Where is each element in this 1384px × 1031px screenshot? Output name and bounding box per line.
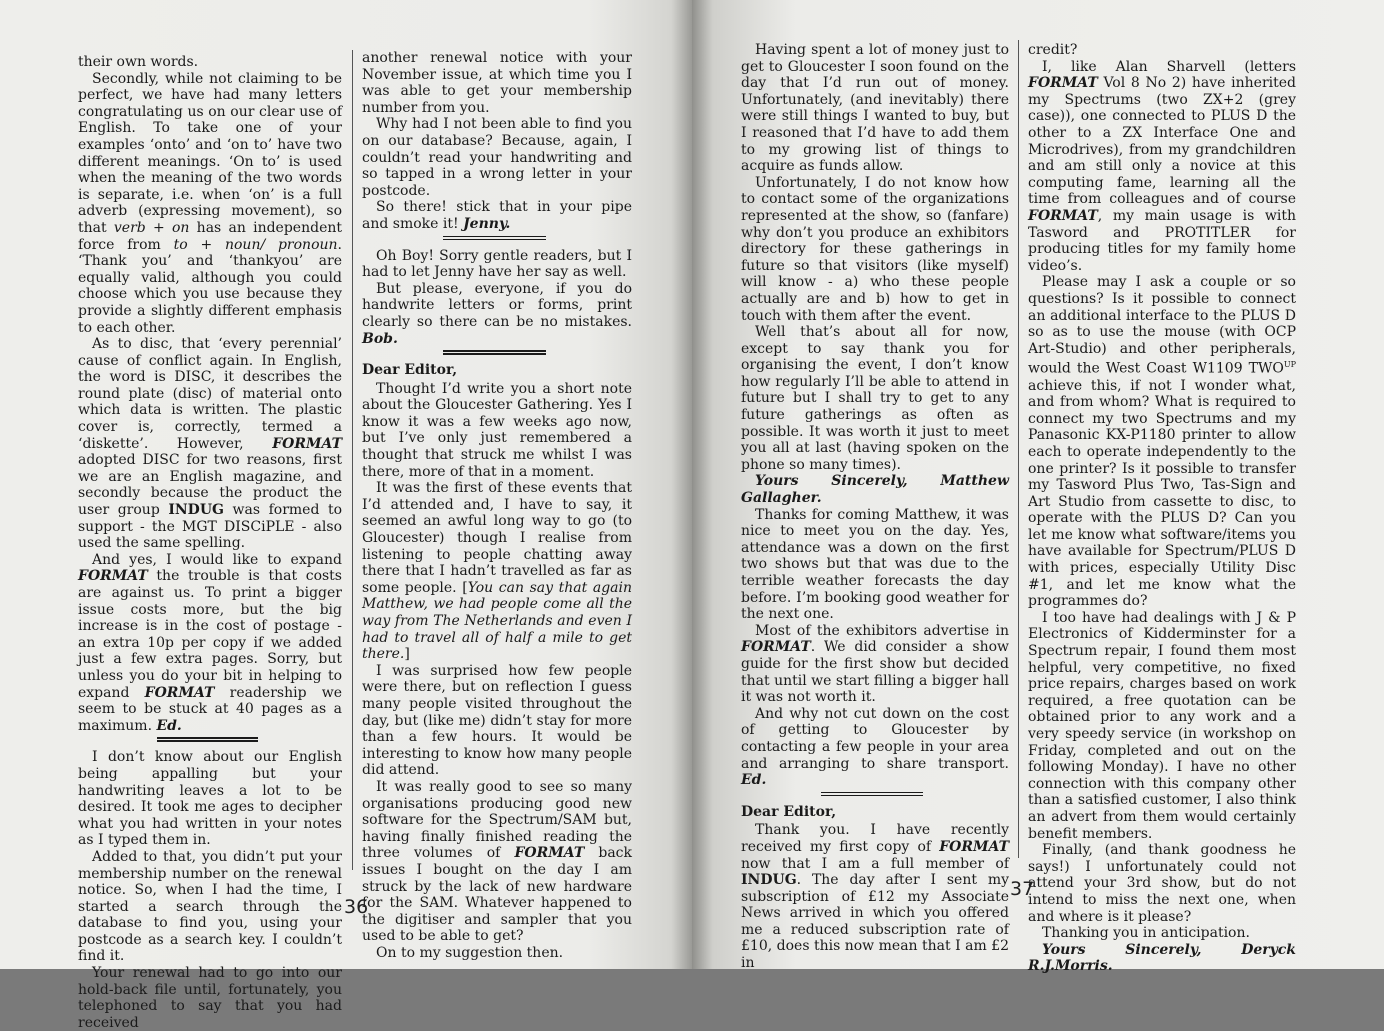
section-divider [741, 792, 1009, 798]
page-number: 37 [1010, 878, 1035, 900]
section-divider [78, 737, 342, 743]
paragraph: I don’t know about our English being appalling but your handwriting leaves a lot to be desired. It took me ages to decipher what you had written in your notes as I typed them in. [78, 749, 342, 849]
column-rule [1018, 40, 1019, 858]
paragraph: I, like Alan Sharvell (letters FORMAT Vol 8 No 2) have inherited my Spectrums (two ZX+2 (grey case)), one connected to PLUS D the other to a ZX Interface One and Microdrives), from my grandchildren and am still only a novice at this computing fame, learning all the time from colleagues and of course FORMAT, my main usage is with Tasword and PROTITLER for producing titles for my family home video’s. [1028, 58, 1296, 274]
paragraph: Most of the exhibitors advertise in FORMAT. We did consider a show guide for the first show but decided that until we start filling a bigger hall it was not worth it. [741, 622, 1009, 706]
left-page-column-1 [78, 54, 342, 1031]
letter-signature: Yours Sincerely, Matthew Gallagher. [741, 473, 1009, 507]
paragraph: On to my suggestion then. [376, 944, 564, 961]
paragraph: another renewal notice with your November issue, at which time you I was able to get your membership number from you. [362, 50, 632, 116]
paragraph: Oh Boy! Sorry gentle readers, but I had to let Jenny have her say as well. [362, 247, 632, 281]
page-37 [692, 0, 1384, 975]
paragraph: Having spent a lot of money just to get to Gloucester I soon found on the day that I’d run out of money. Unfortunately, (and inevitably) there were still things I wanted to buy, but I reasoned that I’d have to add them to my growing list of things to acquire as funds allow. [741, 42, 1009, 175]
letter-signature: Yours Sincerely, Deryck R.J.Morris. [1028, 941, 1296, 975]
paragraph: But please, everyone, if you do handwrite letters or forms, print clearly so there can be no mistakes. Bob. [362, 280, 632, 347]
paragraph: their own words. [78, 54, 199, 70]
paragraph: I was surprised how few people were there, but on reflection I guess many people visited throughout the day, but (like me) didn’t stay for more than a few hours. It would be interesting to know how many people did attend. [362, 662, 632, 779]
paragraph: Thought I’d write you a short note about the Gloucester Gathering. Yes I know it was a few weeks ago now, but I’ve only just remembered a thought that struck me whilst I was there, more of that in a moment. [362, 380, 632, 480]
paragraph: Finally, (and thank goodness he says!) I unfortunately could not attend your 3rd show, but do not intend to miss the next one, when and where is it please? [1028, 842, 1296, 925]
paragraph: Well that’s about all for now, except to say thank you for organising the event, I don’t know how regularly I’ll be able to attend in future but I shall try to get to any future gatherings as often as possible. It was worth it just to meet you all at last (having spoken on the phone so many times). [741, 324, 1009, 473]
column-rule [352, 50, 353, 870]
paragraph: I too have had dealings with J & P Electronics of Kidderminster for a Spectrum repair, I found them most helpful, very competitive, no fixed price repairs, charges based on work required, a free quotation can be obtained prior to any work and a very speedy service (in workshop on Friday, completed and out on the following Monday). I have no other connection with this company other than a satisfied customer, I also think an advert from them would certainly benefit members. [1028, 609, 1296, 842]
section-divider [362, 236, 632, 242]
paragraph: And yes, I would like to expand FORMAT the trouble is that costs are against us. To print a bigger issue costs more, but the big increase is in the cost of postage - an extra 10p per copy if we added just a few extra pages. Sorry, but unless you do your bit in helping to expand FORMAT readership we seem to be stuck at 40 pages as a maximum. Ed. [78, 551, 343, 734]
paragraph: Thanking you in anticipation. [1042, 925, 1250, 942]
paragraph: Why had I not been able to find you on our database? Because, again, I couldn’t read your handwriting and so tapped in a wrong letter in your postcode. [362, 116, 632, 199]
right-page-column-2 [1028, 42, 1296, 975]
paragraph: Thank you. I have recently received my first copy of FORMAT now that I am a full member of INDUG. The day after I sent my subscription of £12 my Associate News arrived in which you offered me a reduced subscription rate of £10, does this now mean that I am £2 in [741, 822, 1009, 972]
paragraph: Unfortunately, I do not know how to contact some of the organizations represented at the show, so (fanfare) why don’t you produce an exhibitors directory for these gatherings in future so that visitors (like myself) will know - a) who these people actually are and b) how to get in touch with them after the event. [741, 174, 1009, 324]
paragraph: And why not cut down on the cost of getting to Gloucester by contacting a few people in your area and arranging to share transport. Ed. [741, 705, 1009, 789]
right-page-column-1 [741, 42, 1009, 972]
paragraph: credit? [1028, 42, 1078, 58]
paragraph: Added to that, you didn’t put your membership number on the renewal notice. So, when I had the time, I started a search through the database to find you, using your postcode as a search key. I couldn’t find it. [78, 848, 342, 965]
left-page-column-2 [362, 50, 632, 961]
letter-salutation: Dear Editor, [741, 803, 837, 820]
paragraph: Please may I ask a couple or so questions? Is it possible to connect an additional interface to the PLUS D so as to use the mouse (with OCP Art-Studio) and other peripherals, would the West Coast W1109 $TWO^{UP}$ achieve this, if not I wonder what, and from whom? What is required to connect my two Spectrums and my Panasonic KX-P1180 printer to allow each to operate independently to the one printer? Is it possible to transfer my Tasword Plus Two, Tas-Sign and Art Studio from cassette to disc, to operate with the PLUS D? Can you let me know what software/items you have available for Spectrum/PLUS D with prices, especially Utility Disc #1, and let me know what the programmes do? [1028, 274, 1296, 610]
paragraph: Secondly, while not claiming to be perfect, we have had many letters congratulating us on our clear use of English. To take one of your examples ‘onto’ and ‘on to’ have two different meanings. ‘On to’ is used when the meaning of the two words is separate, i.e. when ‘on’ is a full adverb (expressing movement), so that verb + on has an independent force from to + noun/ pronoun. ‘Thank you’ and ‘thankyou’ are equally valid, although you could choose which you use because they provide a slightly different emphasis to each other. [78, 70, 342, 336]
section-divider [362, 350, 632, 356]
paragraph: It was really good to see so many organisations producing good new software for the Spectrum/SAM but, having finally finished reading the three volumes of FORMAT back issues I bought on the day I am struck by the lack of new hardware for the SAM. Whatever happened to the digitiser and sampler that you used to be able to get? [362, 778, 632, 945]
paragraph: It was the first of these events that I’d attended and, I have to say, it seemed an awful long way to go (to Gloucester) though I realise from listening to people chatting away there that I hadn’t travelled as far as some people. [You can say that again Matthew, we had people come all the way from The Netherlands and even I had to travel all of half a mile to get there.] [362, 480, 632, 663]
paragraph: Your renewal had to go into our hold-back file until, fortunately, you telephoned to say that you had received [78, 965, 342, 1031]
paragraph: Thanks for coming Matthew, it was nice to meet you on the day. Yes, attendance was a down on the first two shows but that was due to the terrible weather forecasts the day before. I’m booking good weather for the next one. [741, 506, 1009, 623]
paragraph: So there! stick that in your pipe and smoke it! Jenny. [362, 199, 632, 232]
letter-salutation: Dear Editor, [362, 362, 458, 379]
paragraph: As to disc, that ‘every perennial’ cause of conflict again. In English, the word is DISC, it describes the round plate (disc) of material onto which data is written. The plastic cover is, correctly, termed a ‘diskette’. However, FORMAT adopted DISC for two reasons, first we are an English magazine, and secondly because the product the user group INDUG was formed to support - the MGT DISCiPLE - also used the same spelling. [78, 336, 343, 552]
page-number: 36 [344, 896, 369, 918]
